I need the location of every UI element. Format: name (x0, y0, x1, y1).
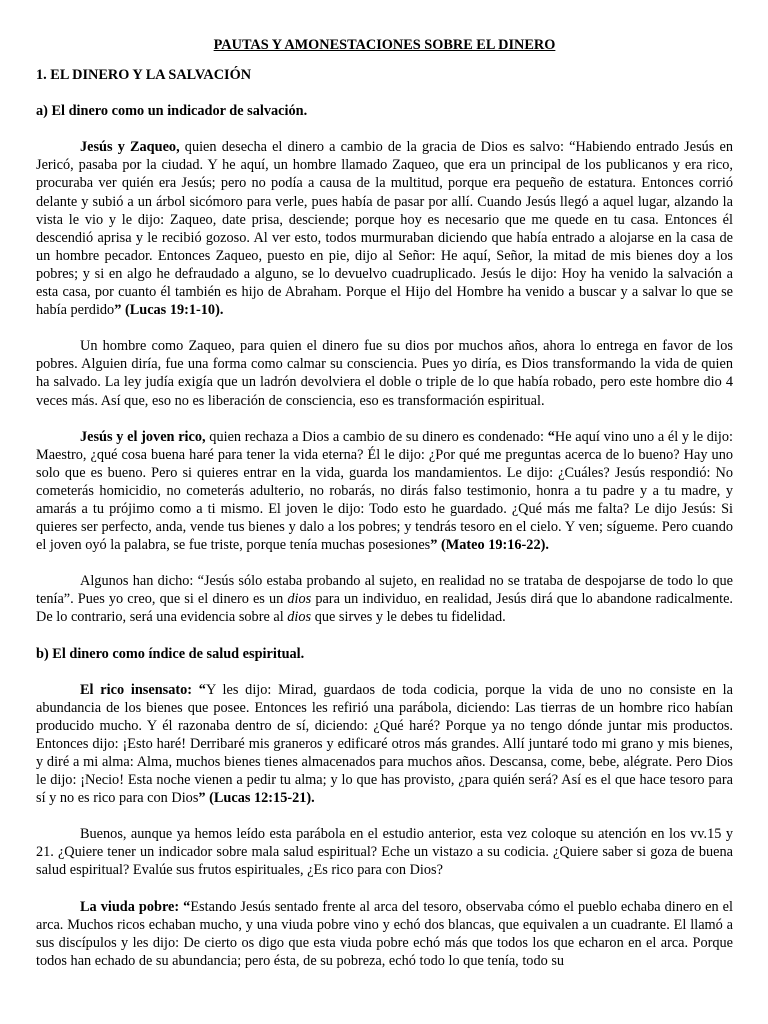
paragraph-text: Buenos, aunque ya hemos leído esta parábola en el estudio anterior, esta vez coloque su atención en los vv.15 y 21. ¿Quiere tener un indicador sobre mala salud espiritual? Eche un vistazo a su codicia. ¿Quiere saber si goza de buena salud espiritual? Evalúe sus frutos espirituales, ¿Es rico para con Dios? (36, 826, 733, 879)
document-title: PAUTAS Y AMONESTACIONES SOBRE EL DINERO (213, 37, 556, 53)
paragraph-text: Algunos han dicho: “Jesús sólo estaba probando al sujeto, en realidad no se trataba de despojarse de todo lo que tenía”. Pues yo creo, que si el dinero es un (36, 573, 733, 608)
subsection-heading-a: a) El dinero como un indicador de salvación. (36, 103, 308, 120)
emphasis-dios: dios (287, 591, 312, 608)
paragraph-quote: He aquí vino uno a él y le dijo: Maestro, ¿qué cosa buena haré para tener la vida eterna? Él le dijo: ¿Por qué me preguntas acerca de lo bueno? Hay uno solo que es bueno. Pero si quieres entrar en la vida, guarda los mandamientos. Le dijo: ¿Cuáles? Jesús respondió: No cometerás homicidio, no cometerás adulterio, no robarás, no dirás falso testimonio, honra a tu padre y a tu madre, y amarás a tu prójimo como a ti mismo. El joven le dijo: Todo esto he guardado. ¿Qué más me falta? Le dijo Jesús: Si quieres ser perfecto, anda, vende tus bienes y dalo a los pobres; y tendrás tesoro en el cielo. Y ven; sígueme. Pero cuando el joven oyó la palabra, se fue triste, porque tenía muchas posesiones (36, 428, 733, 554)
paragraph-zaqueo (36, 138, 733, 319)
paragraph-text: que sirves y le debes tu fidelidad. (311, 609, 506, 626)
paragraph-text: para un individuo, en realidad, Jesús dirá que lo abandone radicalmente. De lo contrario, será una evidencia sobre al (36, 591, 734, 626)
paragraph-text: quien desecha el dinero a cambio de la gracia de Dios es salvo: “Habiendo entrado Jesús en Jericó, pasaba por la ciudad. Y he aquí, un hombre llamado Zaqueo, que era un principal de los publicanos y era rico, procuraba ver quién era Jesús; pero no podía a causa de la multitud, porque era pequeño de estatura. Entonces corrió delante y subió a un árbol sicómoro para verle, pues había de pasar por allí. Cuando Jesús llegó a aquel lugar, alzando la vista le vio y le dijo: Zaqueo, date prisa, desciende; porque hoy es necesario que me quede en tu casa. Entonces él descendió aprisa y le recibió gozoso. Al ver esto, todos murmuraban diciendo que había entrado a alojarse en la casa de un hombre pecador. Entonces Zaqueo, puesto en pie, dijo al Señor: He aquí, Señor, la mitad de mis bienes doy a los pobres; y si en algo he defraudado a alguno, se lo devuelvo cuadruplicado. Jesús le dijo: Hoy ha venido la salvación a esta casa, por cuanto él también es hijo de Abraham. Porque el Hijo del Hombre ha venido a buscar y a salvar lo que se había perdido (36, 139, 733, 319)
paragraph-lead: El rico insensato: “ (80, 681, 206, 698)
scripture-reference: ” (Lucas 19:1-10). (114, 302, 224, 319)
subsection-heading-b: b) El dinero como índice de salud espiritual. (36, 645, 305, 662)
paragraph-rico-insensato (36, 681, 733, 808)
quote-open: “ (547, 428, 555, 445)
paragraph-lead: Jesús y Zaqueo, (80, 139, 180, 156)
scripture-reference: ” (Mateo 19:16-22). (430, 537, 549, 554)
paragraph-text: Estando Jesús sentado frente al arca del tesoro, observaba cómo el pueblo echaba dinero en el arca. Muchos ricos echaban mucho, y una viuda pobre vino y echó dos blancas, que equivalen a un cuadrante. El llamó a sus discípulos y les dijo: De cierto os digo que esta viuda pobre echó más que todos los que echaron en el arca. Porque todos han echado de su abundancia; pero ésta, de su pobreza, echó todo lo que tenía, todo su (36, 898, 733, 969)
paragraph-zaqueo-commentary (36, 337, 733, 409)
paragraph-text: quien rechaza a Dios a cambio de su dinero es condenado: (205, 428, 548, 445)
section-heading-1: 1. EL DINERO Y LA SALVACIÓN (36, 67, 252, 84)
paragraph-lead: Jesús y el joven rico, (80, 428, 206, 445)
paragraph-rico-insensato-commentary (36, 825, 733, 879)
paragraph-lead: La viuda pobre: “ (80, 898, 191, 915)
paragraph-text: Un hombre como Zaqueo, para quien el dinero fue su dios por muchos años, ahora lo entrega en favor de los pobres. Alguien diría, fue una forma como calmar su consciencia. Pues yo diría, es Dios transformando la vida de quien ha salvado. La ley judía exigía que un ladrón devolviera el doble o triple de lo que había robado, pero este hombre dio 4 veces más. Así que, eso no es liberación de consciencia, eso es transformación espiritual. (36, 338, 733, 409)
scripture-reference: ” (Lucas 12:15-21). (198, 790, 315, 807)
paragraph-joven-rico (36, 428, 733, 555)
emphasis-dios: dios (287, 609, 312, 626)
paragraph-viuda-pobre (36, 898, 733, 970)
paragraph-text: Y les dijo: Mirad, guardaos de toda codicia, porque la vida de uno no consiste en la abundancia de los bienes que posee. Entonces les refirió una parábola, diciendo: Las tierras de un hombre rico habían producido mucho. Y él razonaba dentro de sí, diciendo: ¿Qué haré? Porque ya no tengo dónde juntar mis productos. Entonces dijo: ¡Esto haré! Derribaré mis graneros y edificaré otros más grandes. Allí juntaré todo mi grano y mis bienes, y diré a mi alma: Alma, muchos bienes tienes almacenados para muchos años. Descansa, come, bebe, alégrate. Pero Dios le dijo: ¡Necio! Esta noche vienen a pedir tu alma; y lo que has provisto, ¿para quién será? Así es el que hace tesoro para sí y no es rico para con Dios (36, 681, 733, 807)
paragraph-joven-rico-commentary (36, 572, 733, 626)
document-page (36, 36, 733, 988)
